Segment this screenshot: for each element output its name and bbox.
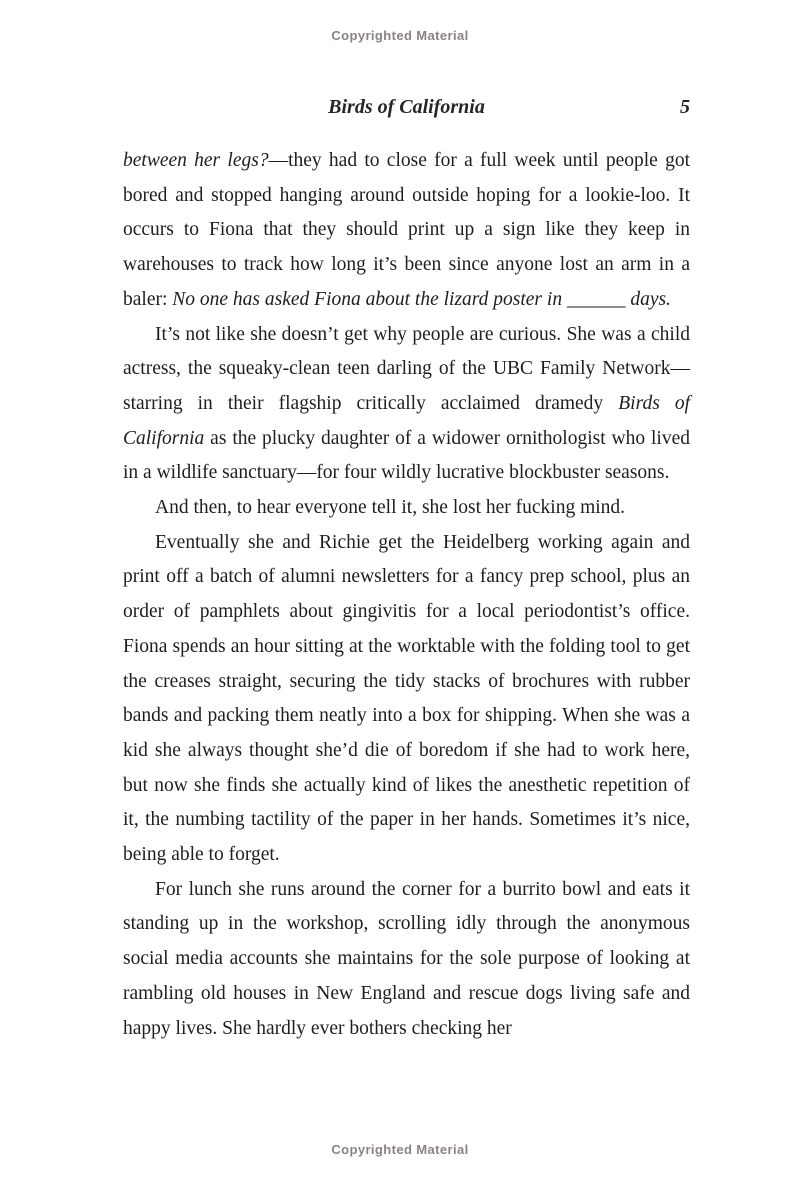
- text-run: For lunch she runs around the corner for a burrito bowl and eats it standing up in the workshop, scrolling idly through the anonymous social media accounts she maintains for the sole purpose of looking at rambling old houses in New England and rescue dogs living safe and happy lives. She hardly ever bothers checking her: [123, 878, 690, 1039]
- body-text: [123, 144, 690, 1046]
- text-run: as the plucky daughter of a widower ornithologist who lived in a wildlife sanctuary—for four wildly lucrative blockbuster seasons.: [123, 427, 690, 484]
- paragraph: [123, 873, 690, 1047]
- running-head-title: Birds of California: [328, 96, 485, 118]
- text-run: It’s not like she doesn’t get why people are curious. She was a child actress, the squeaky-clean teen darling of the UBC Family Network—starring in their flagship critically acclaimed dramedy: [123, 323, 690, 414]
- copyright-notice-bottom: Copyrighted Material: [331, 1142, 469, 1157]
- text-run: —they had to close for a full week until people got bored and stopped hanging around outside hoping for a lookie-loo. It occurs to Fiona that they should print up a sign like they keep in warehouses to track how long it’s been since anyone lost an arm in a baler:: [123, 150, 691, 310]
- text-run: Eventually she and Richie get the Heidelberg working again and print off a batch of alumni newsletters for a fancy prep school, plus an order of pamphlets about gingivitis for a local periodontist’s office. Fiona spends an hour sitting at the worktable with the folding tool to get the creases straight, securing the tidy stacks of brochures with rubber bands and packing them neatly into a box for shipping. When she was a kid she always thought she’d die of boredom if she had to work here, but now she finds she actually kind of likes the anesthetic repetition of it, the numbing tactility of the paper in her hands. Sometimes it’s nice, being able to forget.: [123, 531, 690, 866]
- text-run: Birds of California: [123, 392, 691, 449]
- text-run: No one has asked Fiona about the lizard poster in ______ days.: [172, 288, 671, 310]
- page-number: 5: [680, 96, 690, 118]
- page-header: [123, 96, 690, 119]
- paragraph: [123, 491, 690, 526]
- copyright-notice-top: Copyrighted Material: [331, 28, 469, 43]
- text-run: between her legs?: [123, 150, 269, 171]
- paragraph: [123, 318, 690, 492]
- paragraph: [123, 144, 690, 318]
- paragraph: [123, 526, 690, 873]
- text-run: And then, to hear everyone tell it, she lost her fucking mind.: [155, 497, 626, 519]
